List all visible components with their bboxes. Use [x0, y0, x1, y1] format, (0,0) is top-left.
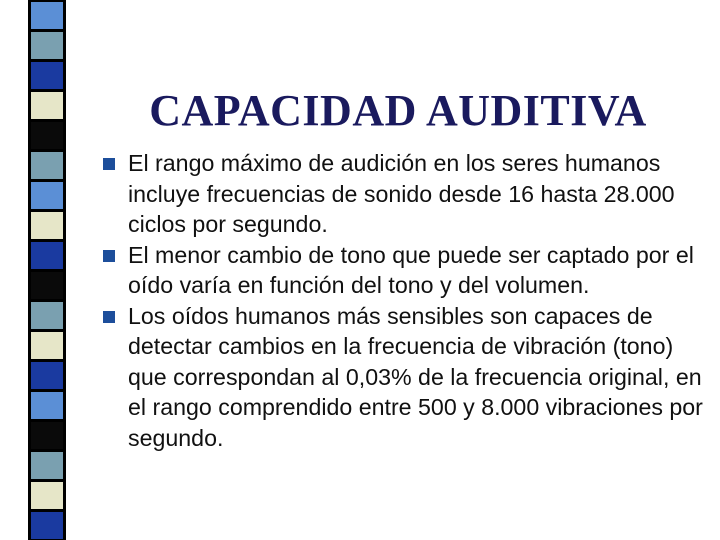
stripe-tile: [31, 332, 63, 359]
stripe-tile: [31, 302, 63, 329]
decorative-stripe: [28, 0, 66, 540]
stripe-tile: [31, 32, 63, 59]
bullet-text: El rango máximo de audición en los seres humanos incluye frecuencias de sonido desde 16 hasta 28.000 ciclos por segundo.: [128, 150, 675, 237]
stripe-tile: [31, 452, 63, 479]
bullet-item: [103, 240, 703, 301]
stripe-tile: [31, 362, 63, 389]
bullet-text: El menor cambio de tono que puede ser captado por el oído varía en función del tono y del volumen.: [128, 241, 694, 298]
stripe-tile: [31, 512, 63, 539]
stripe-tile: [31, 122, 63, 149]
stripe-tile: [31, 242, 63, 269]
stripe-tile: [31, 212, 63, 239]
stripe-tile: [31, 422, 63, 449]
stripe-tile: [31, 152, 63, 179]
stripe-tile: [31, 482, 63, 509]
square-bullet-icon: [103, 311, 115, 323]
stripe-tile: [31, 392, 63, 419]
stripe-tile: [31, 272, 63, 299]
stripe-tile: [31, 2, 63, 29]
square-bullet-icon: [103, 158, 115, 170]
bullet-text: Los oídos humanos más sensibles son capaces de detectar cambios en la frecuencia de vibración (tono) que correspondan al 0,03% de la frecuencia original, en el rango comprendido entre 500 y 8.000 vibraciones por segundo.: [128, 302, 703, 451]
slide-title: CAPACIDAD AUDITIVA: [149, 86, 647, 136]
square-bullet-icon: [103, 250, 115, 262]
bullet-item: [103, 301, 703, 454]
stripe-tile: [31, 182, 63, 209]
stripe-tile: [31, 62, 63, 89]
bullet-list: [103, 148, 703, 453]
stripe-tile: [31, 92, 63, 119]
bullet-item: [103, 148, 703, 240]
